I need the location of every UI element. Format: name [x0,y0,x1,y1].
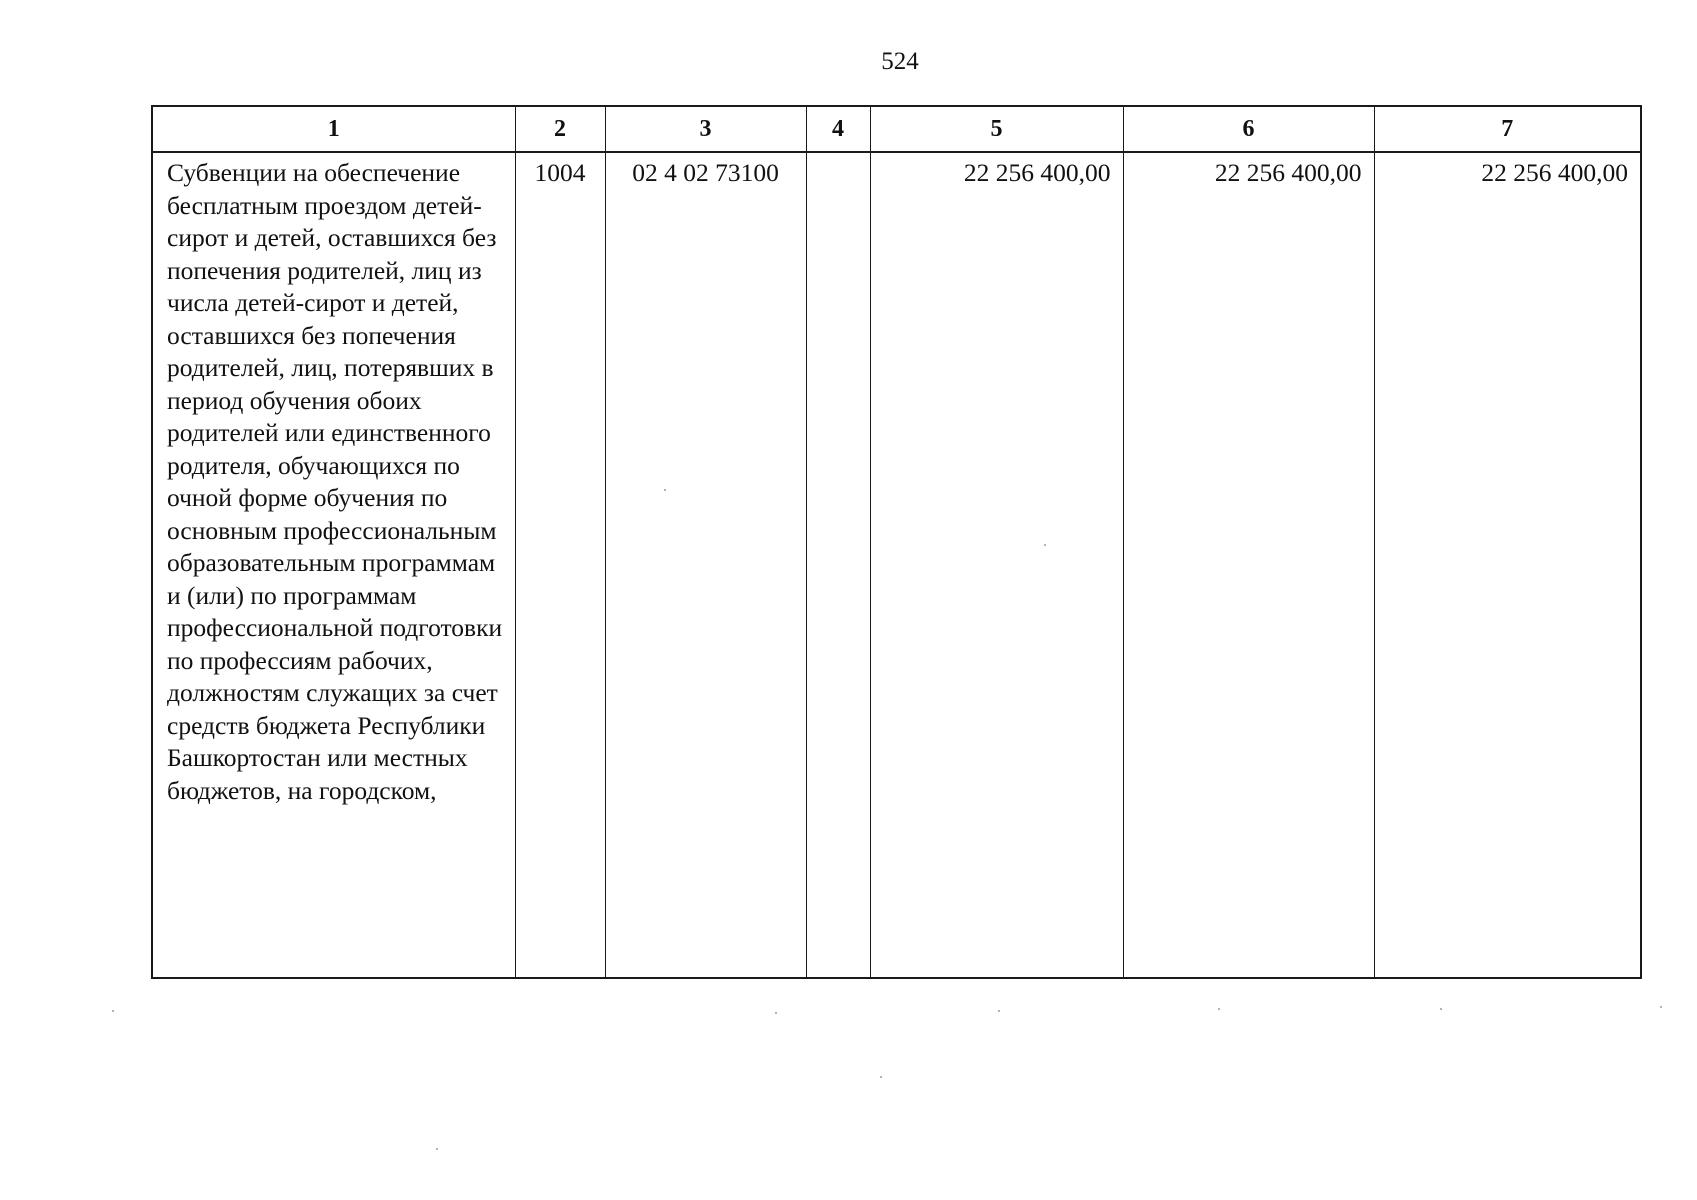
amount-column-5: 22 256 400,00 [870,152,1123,978]
scan-speck [880,1076,882,1078]
page-number: 524 [881,48,919,75]
amount-column-6: 22 256 400,00 [1123,152,1374,978]
section-code: 1004 [515,152,605,978]
scan-speck [1218,1008,1220,1010]
row-description: Субвенции на обеспечение бесплатным проездом детей-сирот и детей, оставшихся без попечения родителей, лиц из числа детей-сирот и детей, оставшихся без попечения родителей, лиц, потерявших в период обучения обоих родителей или единственного родителя, обучающихся по очной форме обучения по основным профессиональным образовательным программам и (или) по программам профессиональной подготовки по профессиям рабочих, должностям служащих за счет средств бюджета Республики Башкортостан или местных бюджетов, на городском, [152,152,515,978]
column-header-2: 2 [515,106,605,152]
scan-speck [436,1148,438,1150]
scan-speck [1044,544,1046,546]
budget-table [151,105,1642,979]
column-header-5: 5 [870,106,1123,152]
scan-speck [775,1012,777,1014]
table-header-row [152,106,1641,152]
column-header-3: 3 [605,106,806,152]
scan-speck [998,1010,1000,1012]
column-header-1: 1 [152,106,515,152]
scan-speck [1660,1006,1662,1008]
scan-speck [664,489,666,491]
column-header-4: 4 [806,106,870,152]
column-header-7: 7 [1374,106,1641,152]
amount-column-7: 22 256 400,00 [1374,152,1641,978]
scan-speck [112,1010,114,1012]
table-row [152,152,1641,978]
expense-type-code [806,152,870,978]
target-article-code: 02 4 02 73100 [605,152,806,978]
column-header-6: 6 [1123,106,1374,152]
scan-speck [1440,1008,1442,1010]
